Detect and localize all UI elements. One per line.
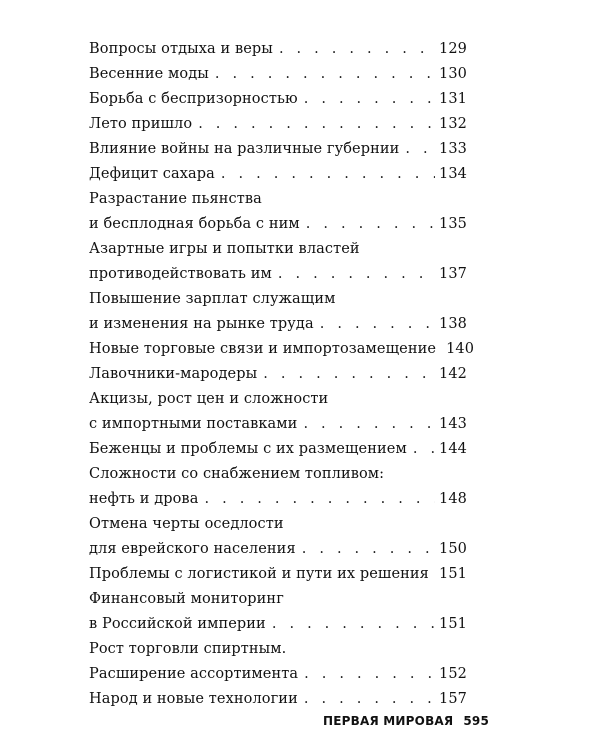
toc-entry-page: 151 xyxy=(439,566,467,582)
dot-leader xyxy=(304,687,435,712)
dot-leader xyxy=(303,412,435,437)
toc-entry-title: Весенние моды xyxy=(89,66,209,82)
toc-entry-title-line: Сложности со снабжением топливом: xyxy=(89,466,385,482)
dot-leader xyxy=(302,537,435,562)
toc-entry-page: 144 xyxy=(439,441,467,457)
dot-leader xyxy=(413,437,435,462)
toc-entry xyxy=(89,337,475,362)
toc-entry-title: Борьба с беспризорностью xyxy=(89,91,298,107)
toc-entry-title: с импортными поставками xyxy=(89,416,298,432)
toc-entry-title: Расширение ассортимента xyxy=(89,666,299,682)
toc-entry-page: 135 xyxy=(439,216,467,232)
toc-entry-title: для еврейского населения xyxy=(89,541,296,557)
toc-entry-title-line: Финансовый мониторинг xyxy=(89,591,284,607)
toc-entry xyxy=(89,237,467,287)
toc-entry-title: Дефицит сахара xyxy=(89,166,215,182)
toc-entry-title: Беженцы и проблемы с их размещением xyxy=(89,441,407,457)
toc-entry xyxy=(89,437,467,462)
toc-entry-title: в Российской империи xyxy=(89,616,266,632)
toc-entry xyxy=(89,287,467,337)
dot-leader xyxy=(215,62,435,87)
toc-entry-title-line: Азартные игры и попытки властей xyxy=(89,241,360,257)
toc-entry-page: 152 xyxy=(439,666,467,682)
toc-entry-page: 140 xyxy=(446,341,475,357)
toc-entry-title: и изменения на рынке труда xyxy=(89,316,314,332)
toc-entry-title: Народ и новые технологии xyxy=(89,691,298,707)
dot-leader xyxy=(405,137,435,162)
dot-leader xyxy=(204,487,435,512)
toc-entry-title-line: Рост торговли спиртным. xyxy=(89,641,287,657)
dot-leader xyxy=(279,37,435,62)
dot-leader xyxy=(278,262,435,287)
toc-entry-title: Проблемы с логистикой и пути их решения xyxy=(89,566,429,582)
toc-entry xyxy=(89,162,467,187)
toc-entry-title-line: Разрастание пьянства xyxy=(89,191,262,207)
toc-entry-title: Новые торговые связи и импортозамещение xyxy=(89,341,437,357)
toc-entry xyxy=(89,387,467,437)
toc-entry xyxy=(89,637,467,687)
dot-leader xyxy=(320,312,435,337)
toc-entry-page: 133 xyxy=(439,141,467,157)
toc-entry-page: 134 xyxy=(439,166,467,182)
toc-entry-page: 143 xyxy=(439,416,467,432)
toc-entry xyxy=(89,62,467,87)
table-of-contents xyxy=(89,37,475,712)
page-number: 595 xyxy=(463,714,489,728)
toc-entry xyxy=(89,87,467,112)
toc-entry xyxy=(89,687,467,712)
toc-entry-page: 130 xyxy=(439,66,467,82)
toc-entry-page: 131 xyxy=(439,91,467,107)
toc-entry-page: 137 xyxy=(439,266,467,282)
toc-entry xyxy=(89,462,467,512)
toc-entry-page: 142 xyxy=(439,366,467,382)
toc-entry xyxy=(89,112,467,137)
running-title: ПЕРВАЯ МИРОВАЯ xyxy=(323,714,454,728)
toc-entry xyxy=(89,137,467,162)
toc-entry xyxy=(89,187,467,237)
toc-entry xyxy=(89,362,467,387)
toc-entry-title-line: Отмена черты оседлости xyxy=(89,516,284,532)
toc-entry xyxy=(89,512,467,562)
dot-leader xyxy=(263,362,435,387)
toc-entry-title: противодействовать им xyxy=(89,266,272,282)
toc-entry xyxy=(89,587,467,637)
toc-entry-page: 132 xyxy=(439,116,467,132)
toc-entry-page: 129 xyxy=(439,41,467,57)
toc-entry-title-line: Повышение зарплат служащим xyxy=(89,291,336,307)
dot-leader xyxy=(304,662,435,687)
page-footer xyxy=(323,714,489,728)
toc-entry-page: 157 xyxy=(439,691,467,707)
toc-entry xyxy=(89,562,467,587)
toc-entry-title: Вопросы отдыха и веры xyxy=(89,41,273,57)
dot-leader xyxy=(306,212,435,237)
toc-entry-page: 151 xyxy=(439,616,467,632)
dot-leader xyxy=(221,162,435,187)
toc-entry-title: Влияние войны на различные губернии xyxy=(89,141,400,157)
toc-entry-page: 138 xyxy=(439,316,467,332)
toc-entry-title: и бесплодная борьба с ним xyxy=(89,216,300,232)
dot-leader xyxy=(198,112,435,137)
toc-entry-title: Лето пришло xyxy=(89,116,193,132)
dot-leader xyxy=(272,612,435,637)
toc-entry-title: нефть и дрова xyxy=(89,491,199,507)
toc-entry-page: 148 xyxy=(439,491,467,507)
toc-entry-page: 150 xyxy=(439,541,467,557)
toc-entry-title-line: Акцизы, рост цен и сложности xyxy=(89,391,329,407)
dot-leader xyxy=(304,87,435,112)
toc-entry xyxy=(89,37,467,62)
toc-entry-title: Лавочники-мародеры xyxy=(89,366,258,382)
